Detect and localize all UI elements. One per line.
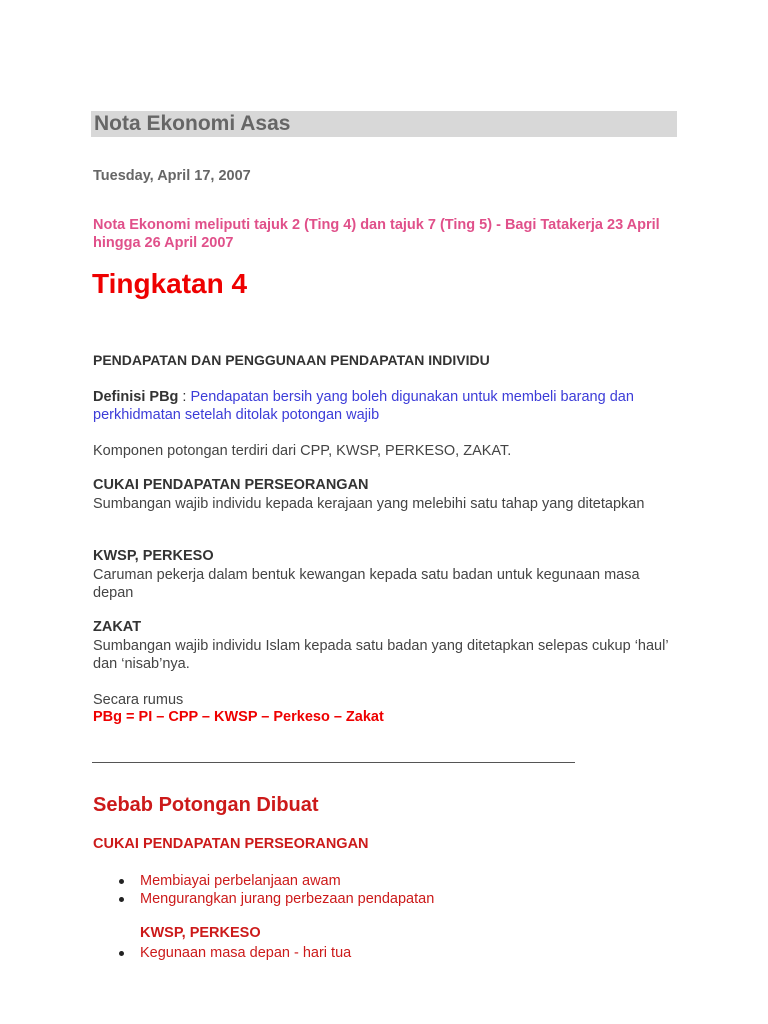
reason-list-cukai	[115, 872, 434, 908]
section-text-cukai: Sumbangan wajib individu kepada kerajaan yang melebihi satu tahap yang ditetapkan	[93, 496, 645, 512]
definition-text: Pendapatan bersih yang boleh digunakan untuk membeli barang dan perkhidmatan setelah ditolak potongan wajib	[93, 389, 634, 423]
list-item	[115, 872, 434, 890]
section-title-cukai: CUKAI PENDAPATAN PERSEORANGAN	[93, 477, 369, 493]
reason-title-cukai: CUKAI PENDAPATAN PERSEORANGAN	[93, 836, 369, 852]
post-date: Tuesday, April 17, 2007	[93, 168, 251, 184]
blog-title-bar	[91, 111, 677, 137]
definition-separator: :	[178, 389, 191, 405]
definition-label: Definisi PBg	[93, 389, 179, 405]
list-item	[115, 944, 351, 962]
reason-list-kwsp	[115, 944, 351, 962]
bullet-icon	[119, 879, 124, 884]
reason-title-kwsp: KWSP, PERKESO	[140, 925, 261, 941]
reasons-heading: Sebab Potongan Dibuat	[93, 794, 319, 816]
horizontal-divider	[92, 762, 575, 763]
level-heading: Tingkatan 4	[92, 268, 248, 299]
list-item-text: Membiayai perbelanjaan awam	[140, 873, 341, 889]
section-title-zakat: ZAKAT	[93, 619, 142, 635]
formula: PBg = PI – CPP – KWSP – Perkeso – Zakat	[93, 709, 384, 725]
section-text-kwsp: Caruman pekerja dalam bentuk kewangan kepada satu badan untuk kegunaan masa depan	[93, 567, 640, 601]
section-text-zakat: Sumbangan wajib individu Islam kepada satu badan yang ditetapkan selepas cukup ‘haul’ dan ‘nisab’nya.	[93, 638, 669, 672]
list-item-text: Kegunaan masa depan - hari tua	[140, 945, 352, 961]
definition-paragraph	[93, 388, 683, 424]
components-text: Komponen potongan terdiri dari CPP, KWSP, PERKESO, ZAKAT.	[93, 443, 512, 459]
list-item	[115, 890, 434, 908]
list-item-text: Mengurangkan jurang perbezaan pendapatan	[140, 891, 435, 907]
blog-title[interactable]: Nota Ekonomi Asas	[94, 112, 291, 135]
post-intro: Nota Ekonomi meliputi tajuk 2 (Ting 4) dan tajuk 7 (Ting 5) - Bagi Tatakerja 23 April hingga 26 April 2007	[93, 217, 660, 251]
section-title-kwsp: KWSP, PERKESO	[93, 548, 214, 564]
topic-heading: PENDAPATAN DAN PENGGUNAAN PENDAPATAN INDIVIDU	[93, 352, 490, 368]
bullet-icon	[119, 897, 124, 902]
formula-label: Secara rumus	[93, 692, 184, 708]
bullet-icon	[119, 951, 124, 956]
